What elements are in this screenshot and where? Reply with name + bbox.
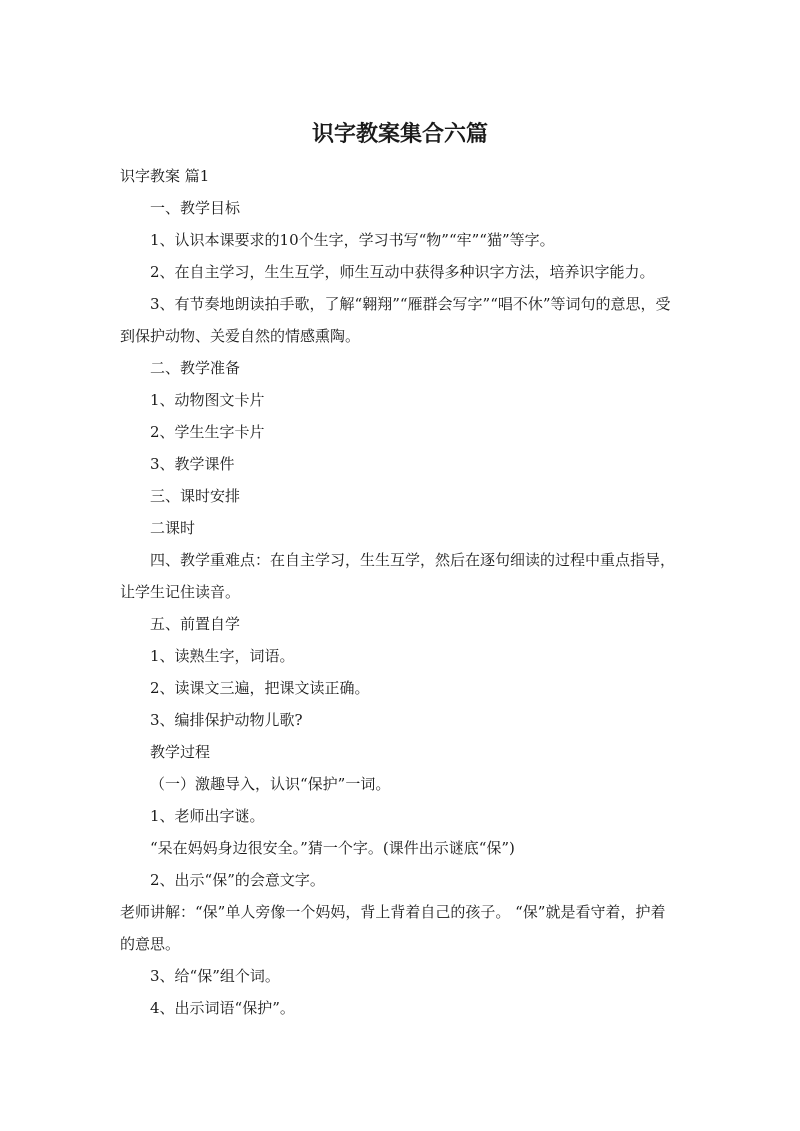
document-body xyxy=(120,160,680,1024)
paragraph: 3、有节奏地朗读拍手歌，了解“翱翔”“雁群会写字”“唱不休”等词句的意思，受到保护动物、关爱自然的情感熏陶。 xyxy=(120,295,671,345)
paragraph: 4、出示词语“保护”。 xyxy=(150,999,295,1017)
paragraph: 老师讲解：“保”单人旁像一个妈妈，背上背着自己的孩子。 “保”就是看守着，护着的意思。 xyxy=(120,903,666,953)
paragraph: 2、在自主学习，生生互学，师生互动中获得多种识字方法，培养识字能力。 xyxy=(150,263,655,281)
paragraph: 1、动物图文卡片 xyxy=(150,391,265,409)
document-title: 识字教案集合六篇 xyxy=(311,122,488,147)
section-heading: 识字教案 篇1 xyxy=(120,167,210,185)
paragraph: 1、读熟生字，词语。 xyxy=(150,647,295,665)
paragraph: 3、教学课件 xyxy=(150,455,235,473)
paragraph: 2、读课文三遍，把课文读正确。 xyxy=(150,679,370,697)
paragraph: 2、出示“保”的会意文字。 xyxy=(150,871,325,889)
paragraph: （一）激趣导入，认识“保护”一词。 xyxy=(150,775,391,793)
paragraph: 1、认识本课要求的10个生字，学习书写“物”“牢”“猫”等字。 xyxy=(150,231,555,249)
paragraph: “呆在妈妈身边很安全。”猜一个字。(课件出示谜底“保”) xyxy=(150,839,515,857)
paragraph: 二、教学准备 xyxy=(150,359,241,377)
paragraph: 3、编排保护动物儿歌? xyxy=(150,711,303,729)
paragraph: 四、教学重难点：在自主学习，生生互学，然后在逐句细读的过程中重点指导，让学生记住读音。 xyxy=(120,551,676,601)
paragraph: 一、教学目标 xyxy=(150,199,241,217)
paragraph: 二课时 xyxy=(150,519,196,537)
paragraph: 1、老师出字谜。 xyxy=(150,807,265,825)
paragraph: 三、课时安排 xyxy=(150,487,241,505)
paragraph: 3、给“保”组个词。 xyxy=(150,967,280,985)
paragraph: 教学过程 xyxy=(150,743,211,761)
paragraph: 五、前置自学 xyxy=(150,615,241,633)
paragraph: 2、学生生字卡片 xyxy=(150,423,265,441)
